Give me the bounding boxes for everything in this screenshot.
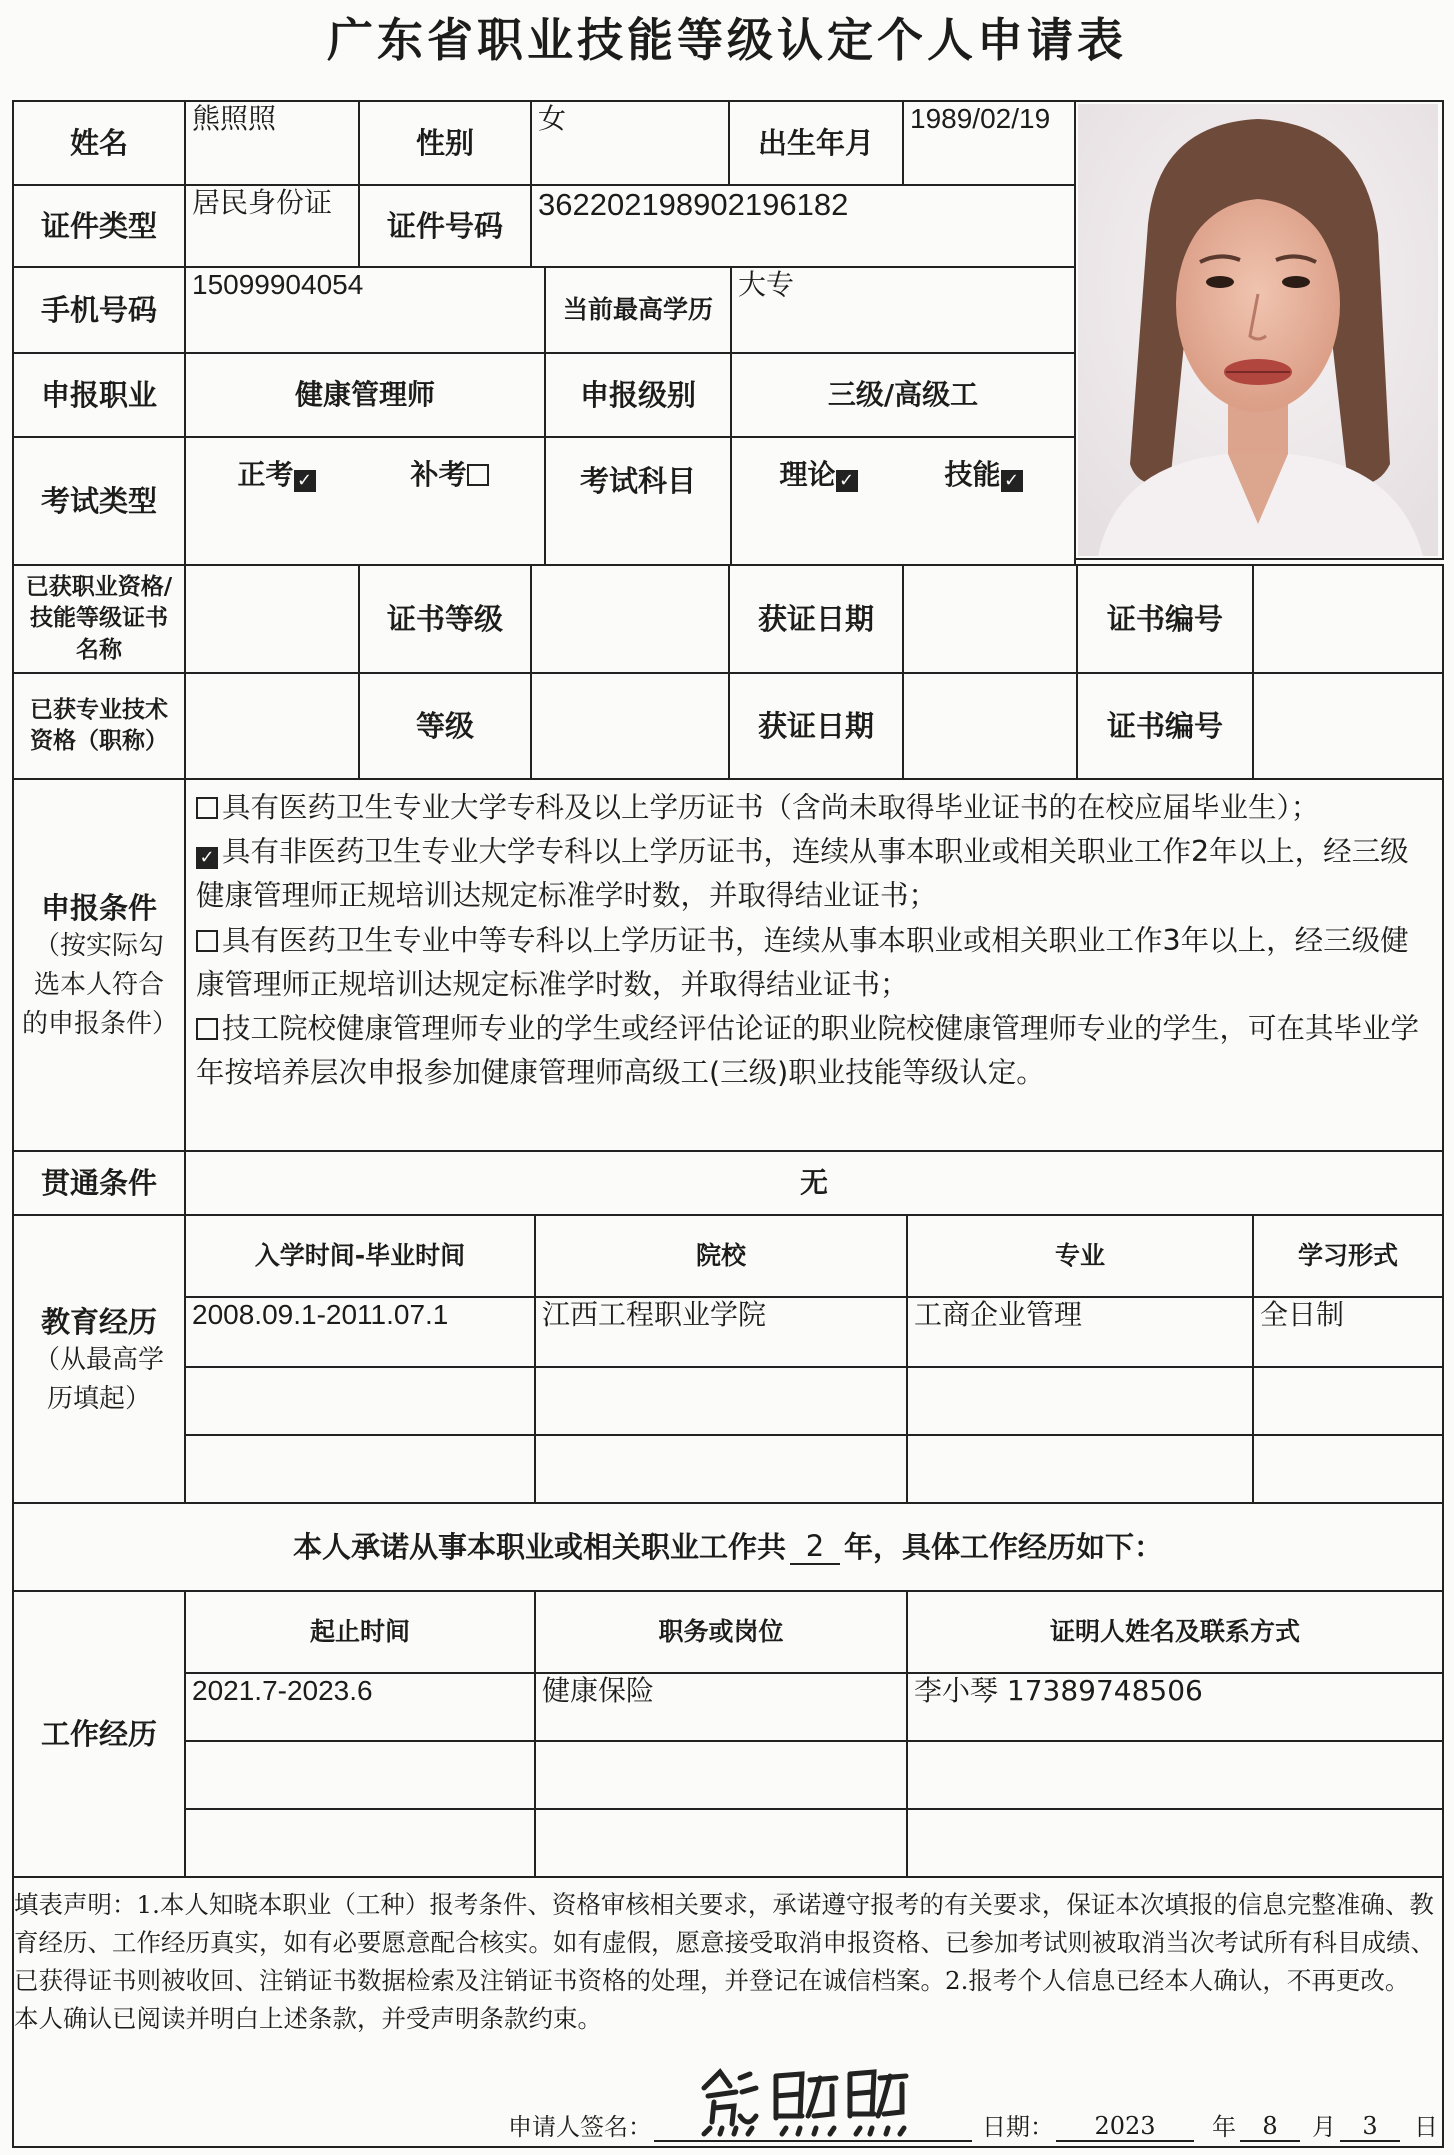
handwritten-signature <box>690 2058 920 2142</box>
work-header-period: 起止时间 <box>184 1590 536 1674</box>
applicant-photo <box>1078 104 1438 556</box>
edu-row-3-period[interactable] <box>184 1434 536 1504</box>
edu-header-mode: 学习形式 <box>1252 1214 1444 1298</box>
exam-theory-option[interactable]: 理论 ✓ <box>779 460 861 492</box>
work-row-3-period[interactable] <box>184 1808 536 1878</box>
label-tech-title: 已获专业技术资格（职称） <box>12 672 186 780</box>
edu-row-3-mode[interactable] <box>1252 1434 1444 1504</box>
value-name[interactable]: 熊照照 <box>184 100 360 186</box>
label-through: 贯通条件 <box>12 1150 186 1216</box>
label-id-number: 证件号码 <box>358 184 532 268</box>
portrait-image <box>1078 104 1438 556</box>
exam-makeup-option[interactable]: 补考 <box>410 460 492 491</box>
edu-row-3-major[interactable] <box>906 1434 1254 1504</box>
label-gender: 性别 <box>358 100 532 186</box>
work-row-1-period[interactable]: 2021.7-2023.6 <box>184 1672 536 1742</box>
commitment-row: 本人承诺从事本职业或相关职业工作共 2 年，具体工作经历如下： <box>12 1502 1444 1592</box>
commitment-years[interactable]: 2 <box>790 1529 840 1566</box>
edu-row-1-school[interactable]: 江西工程职业学院 <box>534 1296 908 1368</box>
edu-row-2-period[interactable] <box>184 1366 536 1436</box>
condition-3-checkbox[interactable] <box>196 930 218 952</box>
value-tech-number[interactable] <box>1252 672 1444 780</box>
exam-theory-checkbox[interactable]: ✓ <box>836 470 858 492</box>
value-id-type[interactable]: 居民身份证 <box>184 184 360 268</box>
condition-item[interactable]: 具有医药卫生专业中等专科以上学历证书，连续从事本职业或相关职业工作3年以上，经三级健康管理师正规培训达规定标准学时数，并取得结业证书； <box>196 923 1409 1001</box>
exam-subject-options <box>730 436 1076 566</box>
label-tech-level: 等级 <box>358 672 532 780</box>
value-id-number[interactable]: 362202198902196182 <box>530 184 1076 268</box>
edu-row-1-mode[interactable]: 全日制 <box>1252 1296 1444 1368</box>
value-cert-number[interactable] <box>1252 564 1444 674</box>
edu-row-2-major[interactable] <box>906 1366 1254 1436</box>
edu-header-school: 院校 <box>534 1214 908 1298</box>
date-month[interactable]: 8 <box>1240 2112 1300 2142</box>
edu-header-major: 专业 <box>906 1214 1254 1298</box>
conditions-label: 申报条件 （按实际勾选本人符合的申报条件） <box>12 778 186 1152</box>
exam-type-options <box>184 436 546 566</box>
value-tech-date[interactable] <box>902 672 1078 780</box>
condition-item[interactable]: ✓ 具有非医药卫生专业大学专科以上学历证书，连续从事本职业或相关职业工作2年以上，经三级健康管理师正规培训达规定标准学时数，并取得结业证书； <box>196 835 1409 913</box>
condition-item[interactable]: 具有医药卫生专业大学专科及以上学历证书（含尚未取得毕业证书的在校应届毕业生）； <box>196 786 1428 830</box>
edu-row-3-school[interactable] <box>534 1434 908 1504</box>
label-cert-level: 证书等级 <box>358 564 532 674</box>
label-level: 申报级别 <box>544 352 732 438</box>
exam-skill-option[interactable]: 技能 ✓ <box>944 460 1026 492</box>
exam-skill-checkbox[interactable]: ✓ <box>1001 470 1023 492</box>
value-occupation[interactable]: 健康管理师 <box>184 352 546 438</box>
date-day[interactable]: 3 <box>1340 2112 1400 2142</box>
work-header-reference: 证明人姓名及联系方式 <box>906 1590 1444 1674</box>
exam-regular-checkbox[interactable]: ✓ <box>294 470 316 492</box>
edu-row-1-major[interactable]: 工商企业管理 <box>906 1296 1254 1368</box>
value-phone[interactable]: 15099904054 <box>184 266 546 354</box>
work-row-1-reference[interactable]: 李小琴 17389748506 <box>906 1672 1444 1742</box>
edu-row-2-mode[interactable] <box>1252 1366 1444 1436</box>
label-cert-number: 证书编号 <box>1076 564 1254 674</box>
signature-label: 申请人签名： <box>508 2113 652 2141</box>
work-row-3-position[interactable] <box>534 1808 908 1878</box>
edu-header-period: 入学时间-毕业时间 <box>184 1214 536 1298</box>
edu-row-1-period[interactable]: 2008.09.1-2011.07.1 <box>184 1296 536 1368</box>
value-birth[interactable]: 1989/02/19 <box>902 100 1076 186</box>
condition-2-checkbox[interactable]: ✓ <box>196 847 218 869</box>
declaration-paragraph: 填表声明：1.本人知晓本职业（工种）报考条件、资格审核相关要求，承诺遵守报考的有关要求，保证本次填报的信息完整准确、教育经历、工作经历真实，如有必要愿意配合核实。如有虚假，愿意接受取消申报资格、已参加考试则被取消当次考试所有科目成绩、已获得证书则被收回、注销证书数据检索及注销证书资格的处理，并登记在诚信档案。2.报考个人信息已经本人确认，不再更改。 <box>14 1890 1435 1995</box>
label-cert-name: 已获职业资格/技能等级证书名称 <box>12 564 186 674</box>
label-tech-date: 获证日期 <box>728 672 904 780</box>
conditions-list <box>184 778 1444 1152</box>
label-tech-number: 证书编号 <box>1076 672 1254 780</box>
label-cert-date: 获证日期 <box>728 564 904 674</box>
edu-row-2-school[interactable] <box>534 1366 908 1436</box>
value-tech-level[interactable] <box>530 672 730 780</box>
label-phone: 手机号码 <box>12 266 186 354</box>
signature-row: 申请人签名： 日期： 2023 年 8 月 3 日 <box>0 2098 1454 2148</box>
value-through[interactable]: 无 <box>184 1150 1444 1216</box>
work-row-2-reference[interactable] <box>906 1740 1444 1810</box>
declaration-confirm: 本人确认已阅读并明白上述条款，并受声明条款约束。 <box>14 2003 602 2033</box>
value-cert-level[interactable] <box>530 564 730 674</box>
value-cert-date[interactable] <box>902 564 1078 674</box>
condition-4-checkbox[interactable] <box>196 1018 218 1040</box>
work-row-3-reference[interactable] <box>906 1808 1444 1878</box>
label-name: 姓名 <box>12 100 186 186</box>
date-label: 日期： <box>982 2113 1054 2141</box>
declaration-text <box>14 1886 1444 2038</box>
condition-item[interactable]: 技工院校健康管理师专业的学生或经评估论证的职业院校健康管理师专业的学生，可在其毕业学年按培养层次申报参加健康管理师高级工(三级)职业技能等级认定。 <box>196 1011 1420 1090</box>
value-level[interactable]: 三级/高级工 <box>730 352 1076 438</box>
label-exam-subject: 考试科目 <box>544 436 732 566</box>
exam-regular-option[interactable]: 正考 ✓ <box>237 460 319 492</box>
work-row-2-position[interactable] <box>534 1740 908 1810</box>
label-occupation: 申报职业 <box>12 352 186 438</box>
value-cert-name[interactable] <box>184 564 360 674</box>
value-gender[interactable]: 女 <box>530 100 730 186</box>
label-work: 工作经历 <box>12 1590 186 1878</box>
label-id-type: 证件类型 <box>12 184 186 268</box>
exam-makeup-checkbox[interactable] <box>467 464 489 486</box>
work-header-position: 职务或岗位 <box>534 1590 908 1674</box>
form-title: 广东省职业技能等级认定个人申请表 <box>327 13 1127 67</box>
value-tech-title[interactable] <box>184 672 360 780</box>
label-exam-type: 考试类型 <box>12 436 186 566</box>
condition-1-checkbox[interactable] <box>196 797 218 819</box>
label-birth: 出生年月 <box>728 100 904 186</box>
label-education-level: 当前最高学历 <box>544 266 732 354</box>
date-year[interactable]: 2023 <box>1056 2112 1194 2142</box>
value-education-level[interactable]: 大专 <box>730 266 1076 354</box>
work-row-2-period[interactable] <box>184 1740 536 1810</box>
work-row-1-position[interactable]: 健康保险 <box>534 1672 908 1742</box>
education-label: 教育经历 （从最高学历填起） <box>12 1214 186 1504</box>
